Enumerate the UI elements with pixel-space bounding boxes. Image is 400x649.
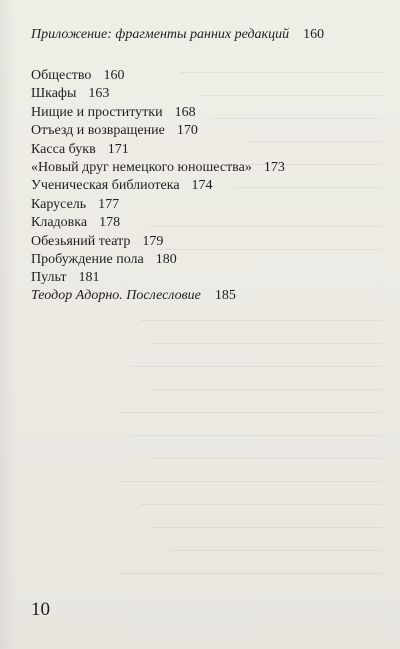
toc-entry-title: Нищие и проститутки bbox=[31, 104, 163, 120]
toc-entry bbox=[31, 214, 285, 232]
toc-entry-title: Касса букв bbox=[31, 141, 96, 157]
toc-entry-page: 160 bbox=[103, 68, 125, 83]
toc-entry-title: «Новый друг немецкого юношества» bbox=[31, 159, 252, 175]
toc-entry bbox=[31, 104, 285, 122]
toc-entry-page: 181 bbox=[78, 270, 100, 286]
toc-entry-title: Пробуждение пола bbox=[31, 251, 144, 267]
toc-entry-title: Ученическая библиотека bbox=[31, 178, 180, 194]
toc-entry-page: 178 bbox=[99, 215, 121, 231]
toc-entry bbox=[31, 196, 285, 214]
toc-entry bbox=[31, 233, 285, 251]
appendix-page-number: 160 bbox=[303, 27, 325, 42]
toc-entry-page: 163 bbox=[88, 86, 110, 102]
afterword-entry bbox=[31, 288, 236, 304]
appendix-heading bbox=[31, 27, 324, 43]
toc-list bbox=[31, 67, 285, 288]
toc-entry-page: 170 bbox=[176, 123, 198, 139]
page-number: 10 bbox=[31, 599, 50, 620]
toc-entry bbox=[31, 85, 285, 103]
toc-entry-page: 168 bbox=[174, 104, 196, 120]
toc-entry bbox=[31, 177, 285, 195]
appendix-title: Приложение: фрагменты ранних редакций bbox=[31, 27, 290, 42]
toc-entry-page: 174 bbox=[191, 178, 213, 194]
toc-entry-page: 171 bbox=[107, 141, 129, 157]
toc-entry bbox=[31, 251, 285, 269]
toc-entry bbox=[31, 159, 285, 177]
afterword-page-number: 185 bbox=[214, 288, 236, 303]
toc-entry-page: 180 bbox=[155, 251, 177, 267]
toc-entry bbox=[31, 122, 285, 140]
toc-entry-page: 179 bbox=[142, 233, 164, 249]
toc-entry-title: Общество bbox=[31, 68, 92, 83]
toc-entry-title: Карусель bbox=[31, 196, 87, 212]
toc-entry-title: Шкафы bbox=[31, 86, 77, 102]
toc-entry bbox=[31, 141, 285, 159]
toc-entry bbox=[31, 269, 285, 287]
afterword-title: Теодор Адорно. Послесловие bbox=[31, 288, 201, 303]
toc-entry-page: 173 bbox=[263, 159, 285, 175]
toc-entry-title: Кладовка bbox=[31, 215, 88, 231]
toc-entry bbox=[31, 67, 285, 85]
toc-entry-title: Обезьяний театр bbox=[31, 233, 131, 249]
toc-entry-page: 177 bbox=[98, 196, 120, 212]
toc-entry-title: Отъезд и возвращение bbox=[31, 123, 165, 139]
toc-entry-title: Пульт bbox=[31, 270, 67, 286]
